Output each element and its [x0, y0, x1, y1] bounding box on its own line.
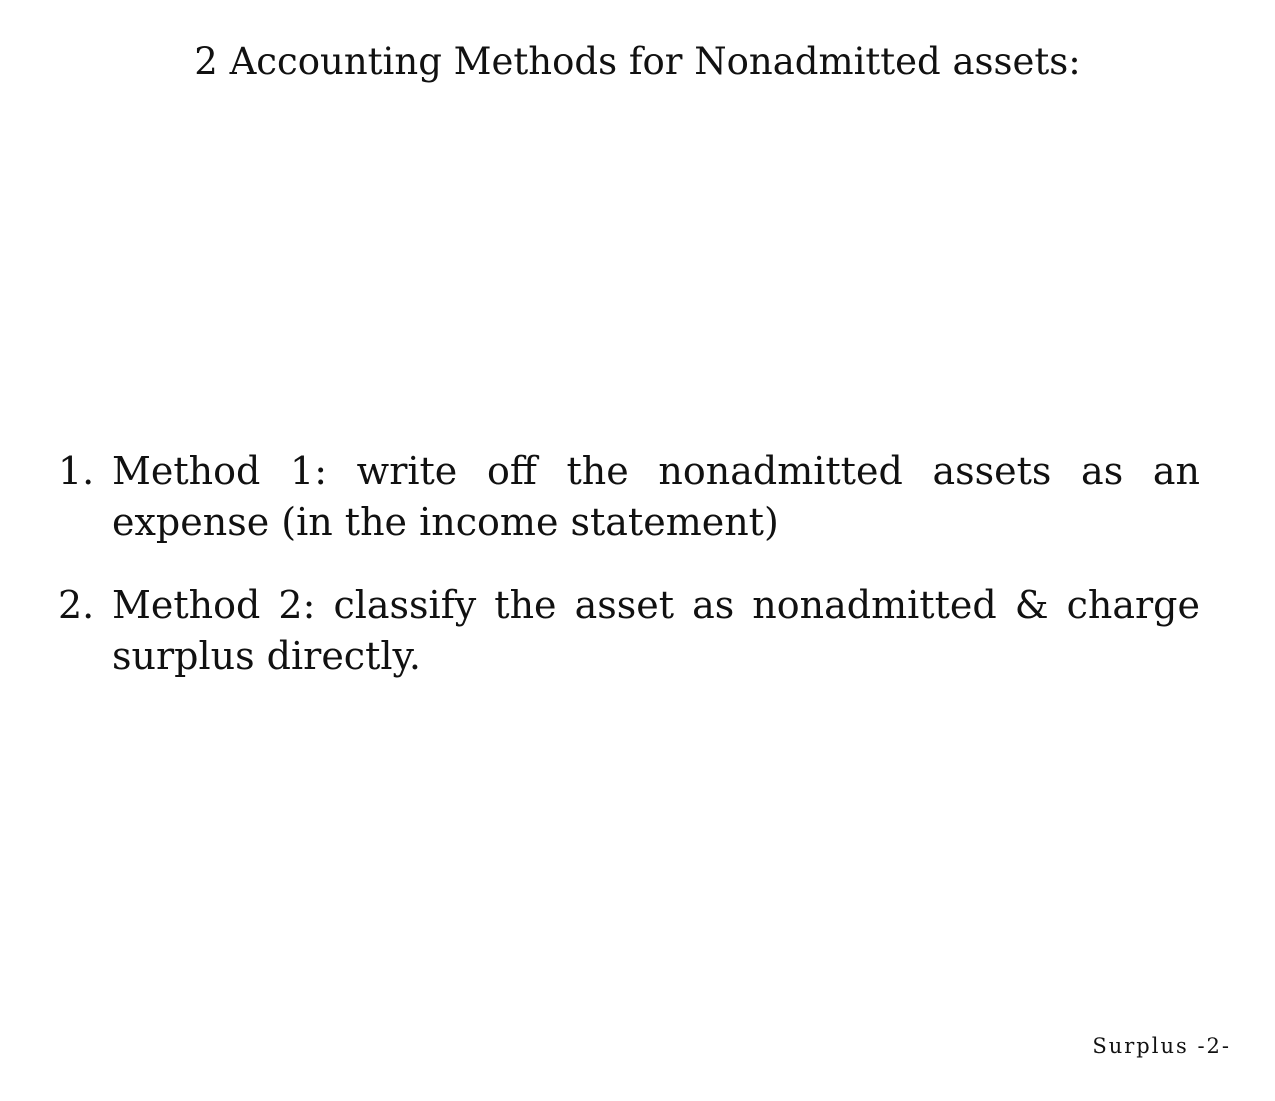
- slide-title: 2 Accounting Methods for Nonadmitted assets:: [194, 40, 1081, 83]
- method-1-text: Method 1: write off the nonadmitted assets as an expense (in the income statement): [112, 449, 1200, 544]
- method-2-text: Method 2: classify the asset as nonadmitted & charge surplus directly.: [112, 583, 1200, 678]
- method-list: [58, 446, 1200, 714]
- list-item: [58, 446, 1200, 548]
- footer-page-label: Surplus -2-: [1092, 1034, 1231, 1058]
- list-item-number: 1.: [58, 449, 95, 493]
- list-item: [58, 580, 1200, 682]
- list-item-number: 2.: [58, 583, 95, 627]
